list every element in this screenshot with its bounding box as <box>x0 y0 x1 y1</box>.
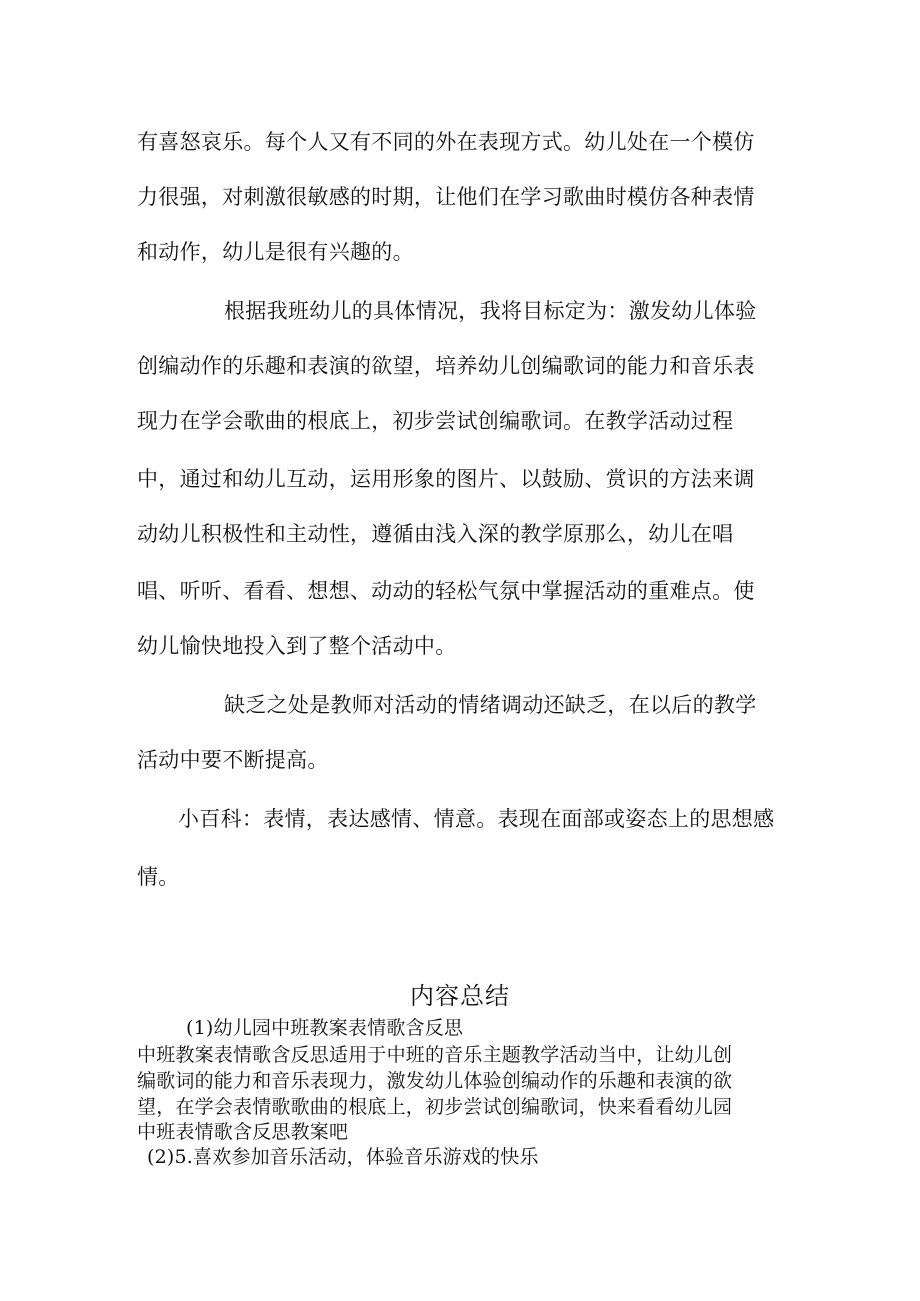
summary-line-6: (2)5.喜欢参加音乐活动，体验音乐游戏的快乐 <box>147 1146 539 1168</box>
body-line-1: 有喜怒哀乐。每个人又有不同的外在表现方式。幼儿处在一个模仿 <box>137 130 755 154</box>
summary-line-5: 中班表情歌含反思教案吧 <box>137 1121 349 1143</box>
body-line-6: 现力在学会歌曲的根底上，初步尝试创编歌词。在教学活动过程 <box>137 409 734 433</box>
summary-title: 内容总结 <box>410 982 510 1010</box>
body-line-2: 力很强，对刺激很敏感的时期，让他们在学习歌曲时模仿各种表情 <box>137 185 755 209</box>
summary-line-4: 望，在学会表情歌歌曲的根底上，初步尝试创编歌词，快来看看幼儿园 <box>137 1096 733 1118</box>
body-line-11: 缺乏之处是教师对活动的情绪调动还缺乏，在以后的教学 <box>224 693 757 717</box>
body-line-3: 和动作，幼儿是很有兴趣的。 <box>137 240 414 264</box>
summary-line-1: (1)幼儿园中班教案表情歌含反思 <box>186 1017 464 1039</box>
body-line-9: 唱、听听、看看、想想、动动的轻松气氛中掌握活动的重难点。使 <box>137 579 755 603</box>
summary-line-2: 中班教案表情歌含反思适用于中班的音乐主题教学活动当中，让幼儿创 <box>137 1044 733 1066</box>
body-line-5: 创编动作的乐趣和表演的欲望，培养幼儿创编歌词的能力和音乐表 <box>137 354 755 378</box>
summary-line-3: 编歌词的能力和音乐表现力，激发幼儿体验创编动作的乐趣和表演的欲 <box>137 1070 733 1092</box>
body-line-8: 动幼儿积极性和主动性，遵循由浅入深的教学原那么，幼儿在唱 <box>137 522 734 546</box>
body-line-7: 中，通过和幼儿互动，运用形象的图片、以鼓励、赏识的方法来调 <box>137 467 755 491</box>
body-line-12: 活动中要不断提高。 <box>137 748 329 772</box>
body-line-4: 根据我班幼儿的具体情况，我将目标定为：激发幼儿体验 <box>224 299 757 323</box>
body-line-10: 幼儿愉快地投入到了整个活动中。 <box>137 634 457 658</box>
body-line-13: 小百科：表情，表达感情、情意。表现在面部或姿态上的思想感 <box>178 807 775 831</box>
body-line-14: 情。 <box>137 865 180 889</box>
